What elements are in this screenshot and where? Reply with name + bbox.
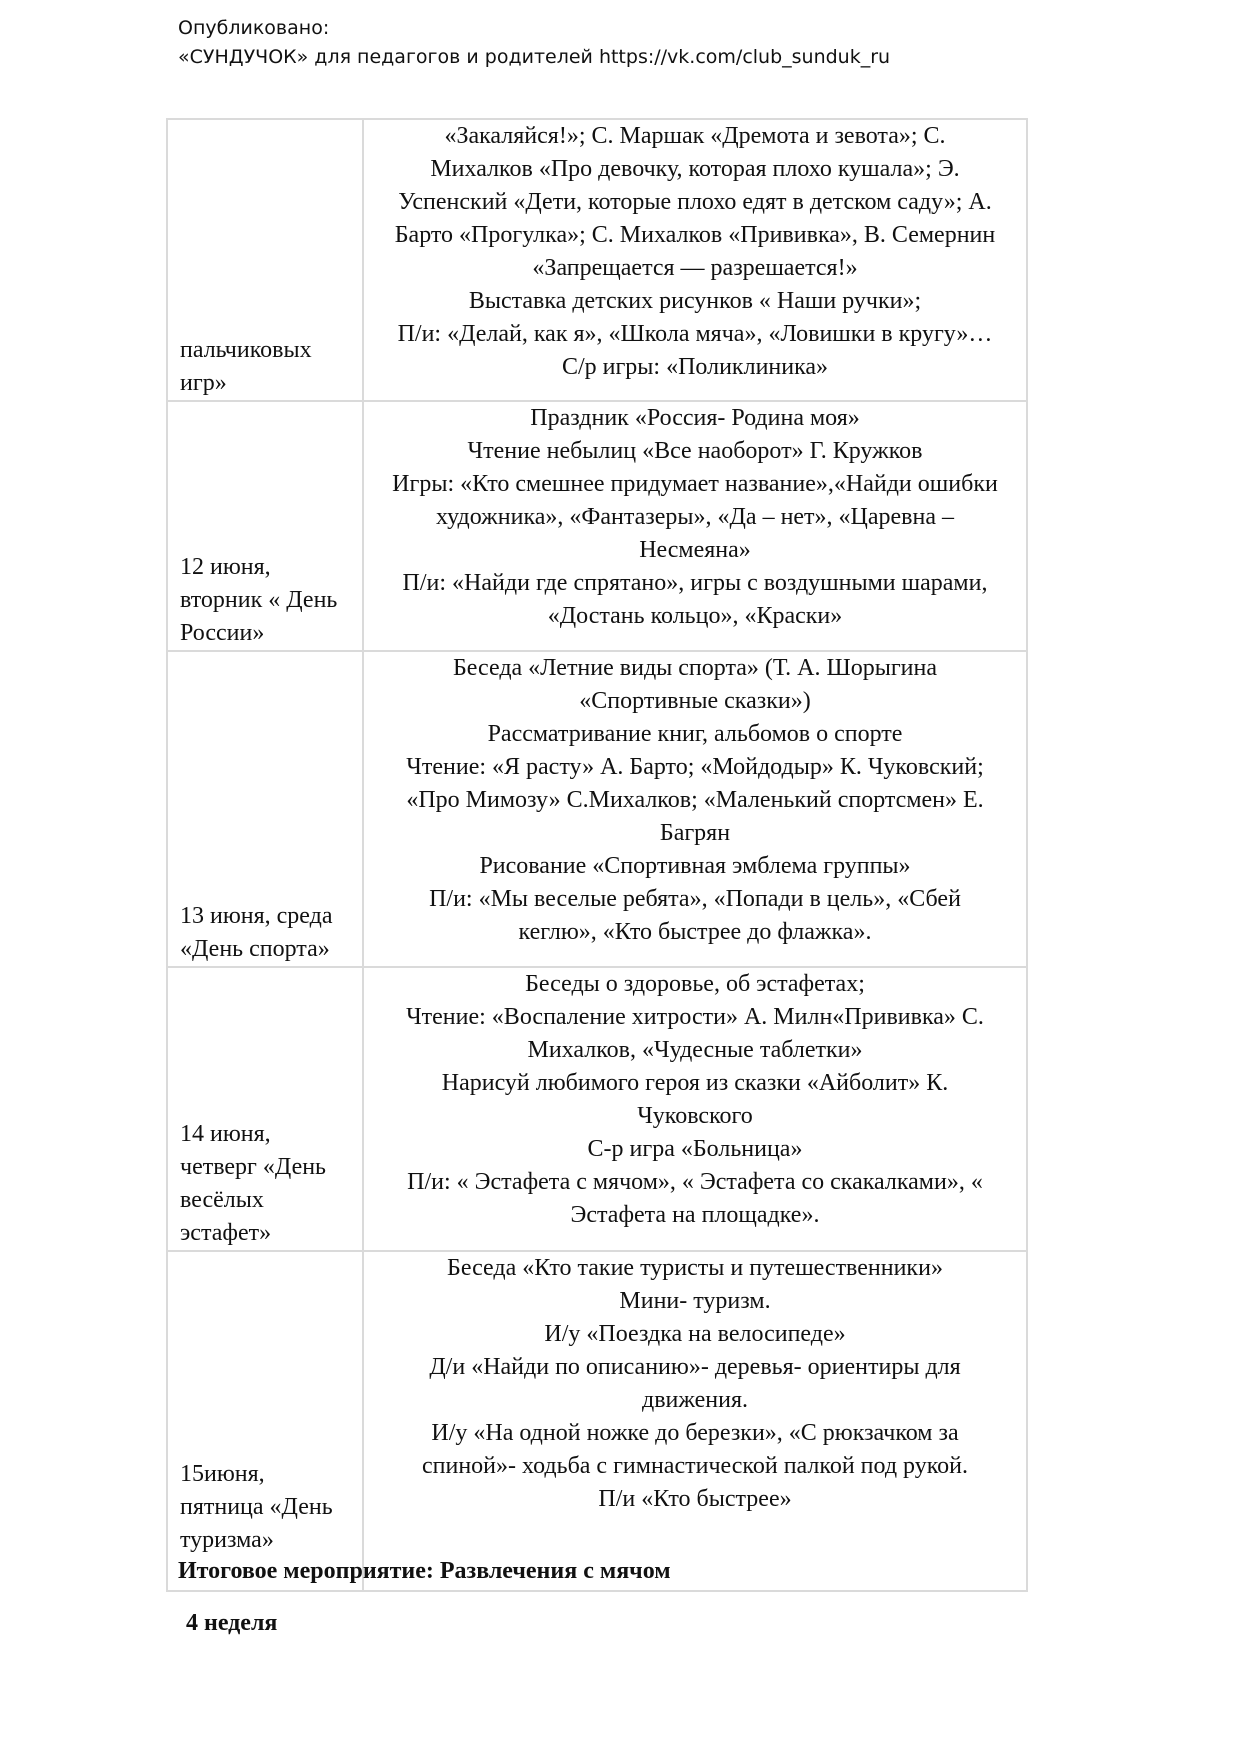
activity-line: Игры: «Кто смешнее придумает название»,«Найди ошибки xyxy=(392,471,998,497)
activity-line: С/р игры: «Поликлиника» xyxy=(561,354,829,380)
activity-line: Багрян xyxy=(659,820,731,846)
activity-line: Беседа «Летние виды спорта» (Т. А. Шорыгина xyxy=(453,655,937,681)
day-line: пальчиковых xyxy=(180,337,312,363)
day-cell xyxy=(167,651,363,967)
header-published-label: Опубликовано: xyxy=(178,17,330,39)
header-source-line: «СУНДУЧОК» для педагогов и родителей https://vk.com/club_sunduk_ru xyxy=(178,46,891,68)
activity-line: И/у «Поездка на велосипеде» xyxy=(544,1321,846,1347)
day-line: «День спорта» xyxy=(180,936,330,962)
day-line: туризма» xyxy=(180,1527,274,1553)
activity-line: спиной»- ходьба с гимнастической палкой под рукой. xyxy=(422,1453,968,1479)
day-line: игр» xyxy=(180,370,227,396)
activity-line: Чтение: «Воспаление хитрости» А. Милн«Прививка» С. xyxy=(406,1004,984,1030)
activity-line: И/у «На одной ножке до березки», «С рюкзачком за xyxy=(431,1420,959,1446)
activities-cell xyxy=(363,651,1027,967)
activity-line: Успенский «Дети, которые плохо едят в детском саду»; А. xyxy=(398,189,992,215)
table-row xyxy=(167,401,1027,651)
day-line: 13 июня, среда xyxy=(180,903,333,929)
table-row xyxy=(167,967,1027,1251)
table-row xyxy=(167,651,1027,967)
activity-line: Беседы о здоровье, об эстафетах; xyxy=(525,971,865,997)
activity-line: Мини- туризм. xyxy=(619,1288,771,1314)
day-line: 15июня, xyxy=(180,1461,265,1487)
activity-line: «Запрещается — разрешается!» xyxy=(532,255,858,281)
activity-line: Чтение: «Я расту» А. Барто; «Мойдодыр» К. Чуковский; xyxy=(406,754,984,780)
activity-line: Праздник «Россия- Родина моя» xyxy=(530,405,860,431)
activity-line: кеглю», «Кто быстрее до флажка». xyxy=(518,919,872,945)
activity-line: Нарисуй любимого героя из сказки «Айболит» К. xyxy=(441,1070,949,1096)
table-row xyxy=(167,119,1027,401)
activity-line: Барто «Прогулка»; С. Михалков «Прививка», В. Семернин xyxy=(394,222,996,248)
activity-line: Беседа «Кто такие туристы и путешественники» xyxy=(447,1255,943,1281)
activity-line: «Про Мимозу» С.Михалков; «Маленький спортсмен» Е. xyxy=(406,787,984,813)
week-heading: 4 неделя xyxy=(186,1610,278,1636)
activity-line: Рассматривание книг, альбомов о спорте xyxy=(487,721,903,747)
summary-event: Итоговое мероприятие: Развлечения с мячом xyxy=(178,1558,671,1584)
publication-header xyxy=(178,14,890,72)
day-cell xyxy=(167,401,363,651)
day-line: 14 июня, xyxy=(180,1121,271,1147)
activity-line: «Достань кольцо», «Краски» xyxy=(547,603,843,629)
activity-line: «Закаляйся!»; С. Маршак «Дремота и зевота»; С. xyxy=(444,123,946,149)
activity-line: Чуковского xyxy=(637,1103,753,1129)
activity-line: Д/и «Найди по описанию»- деревья- ориентиры для xyxy=(429,1354,961,1380)
activity-line: «Спортивные сказки») xyxy=(579,688,811,714)
activity-line: Эстафета на площадке». xyxy=(570,1202,820,1228)
day-line: 12 июня, xyxy=(180,554,271,580)
activity-line: Несмеяна» xyxy=(639,537,751,563)
activity-line: П/и «Кто быстрее» xyxy=(598,1486,792,1512)
activity-line: художника», «Фантазеры», «Да – нет», «Царевна – xyxy=(435,504,955,530)
day-line: четверг «День xyxy=(180,1154,327,1180)
activities-cell xyxy=(363,401,1027,651)
activity-line: П/и: «Найди где спрятано», игры с воздушными шарами, xyxy=(402,570,988,596)
day-cell xyxy=(167,119,363,401)
activities-cell xyxy=(363,967,1027,1251)
activity-line: Рисование «Спортивная эмблема группы» xyxy=(479,853,911,879)
day-line: вторник « День xyxy=(180,587,338,613)
activities-cell xyxy=(363,119,1027,401)
day-line: эстафет» xyxy=(180,1220,272,1246)
day-line: весёлых xyxy=(180,1187,264,1213)
day-cell xyxy=(167,1251,363,1591)
activity-line: Чтение небылиц «Все наоборот» Г. Кружков xyxy=(467,438,923,464)
activity-line: Михалков «Про девочку, которая плохо кушала»; Э. xyxy=(430,156,960,182)
day-line: пятница «День xyxy=(180,1494,333,1520)
activities-cell xyxy=(363,1251,1027,1591)
activity-line: движения. xyxy=(641,1387,749,1413)
activity-line: П/и: «Мы веселые ребята», «Попади в цель», «Сбей xyxy=(429,886,961,912)
day-cell xyxy=(167,967,363,1251)
schedule-table xyxy=(166,118,1028,1592)
day-line: России» xyxy=(180,620,265,646)
activity-line: Выставка детских рисунков « Наши ручки»; xyxy=(468,288,922,314)
activity-line: С-р игра «Больница» xyxy=(587,1136,803,1162)
table-row xyxy=(167,1251,1027,1591)
activity-line: П/и: « Эстафета с мячом», « Эстафета со скакалками», « xyxy=(407,1169,983,1195)
activity-line: П/и: «Делай, как я», «Школа мяча», «Ловишки в кругу»… xyxy=(397,321,993,347)
activity-line: Михалков, «Чудесные таблетки» xyxy=(527,1037,863,1063)
